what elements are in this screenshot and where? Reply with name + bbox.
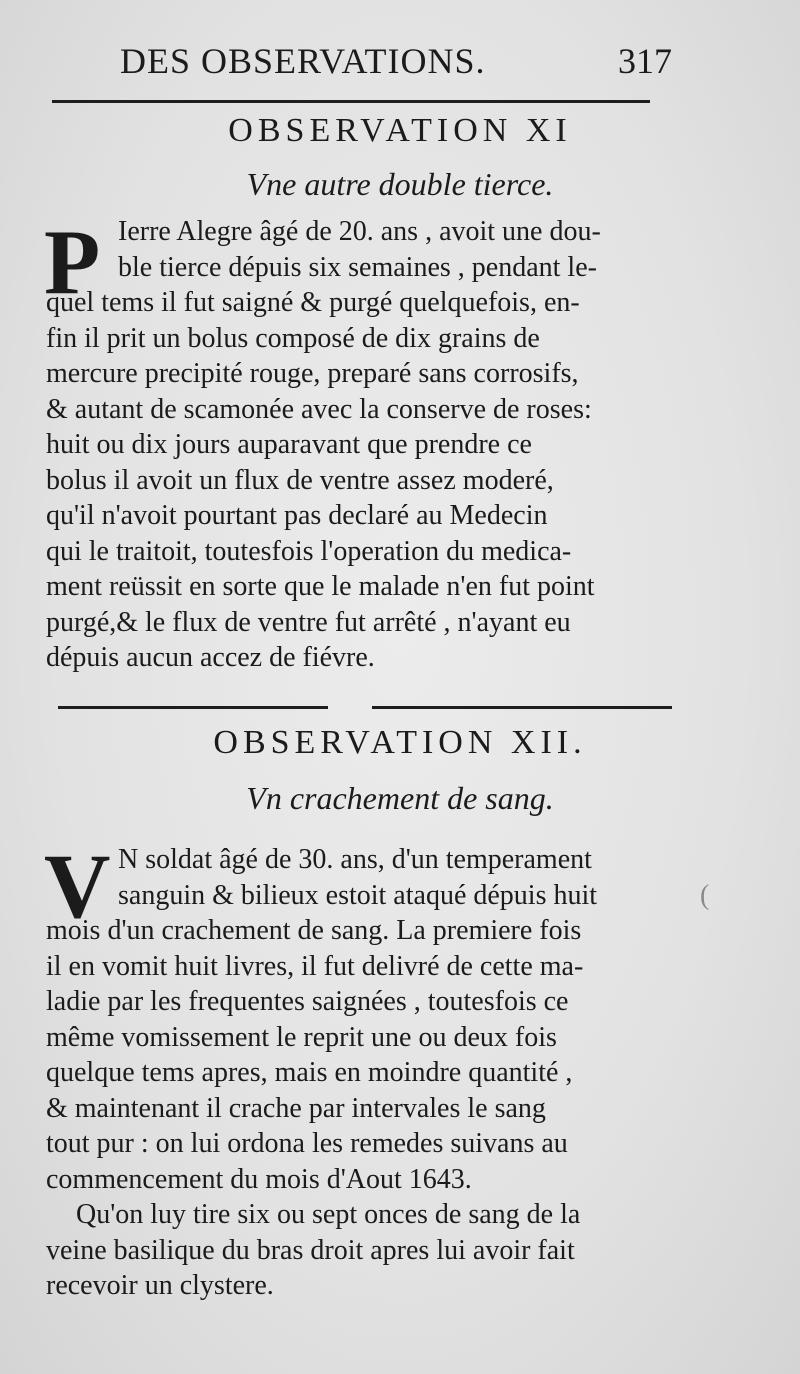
text-line: bolus il avoit un flux de ventre assez moderé, — [46, 464, 554, 496]
section-divider-right — [372, 706, 672, 709]
text-line: tout pur : on lui ordona les remedes suivans au — [46, 1128, 568, 1159]
text-line: quel tems il fut saigné & purgé quelquefois, en- — [46, 287, 580, 318]
text-line: qui le traitoit, toutesfois l'operation du medica- — [46, 535, 572, 567]
text-line: & maintenant il crache par intervales le sang — [46, 1092, 546, 1124]
text-line: ble tierce dépuis six semaines , pendant le- — [118, 251, 597, 283]
section-divider-left — [58, 706, 328, 709]
text-line: fin il prit un bolus composé de dix grains de — [46, 322, 540, 354]
text-line: huit ou dix jours auparavant que prendre ce — [46, 429, 532, 460]
observation-11-drop-cap: P — [44, 211, 101, 313]
text-line: ladie par les frequentes saignées , toutesfois ce — [46, 986, 569, 1017]
text-line: & autant de scamonée avec la conserve de roses: — [46, 393, 592, 425]
observation-12-subtitle: Vn crachement de sang. — [246, 780, 554, 816]
text-line: même vomissement le reprit une ou deux fois — [46, 1021, 557, 1053]
text-line: mercure precipité rouge, preparé sans corrosifs, — [46, 358, 579, 389]
text-line: ment reüssit en sorte que le malade n'en fut point — [46, 571, 595, 602]
text-line: il en vomit huit livres, il fut delivré de cette ma- — [46, 950, 584, 982]
observation-12-title: OBSERVATION XII. — [213, 724, 587, 761]
text-line: quelque tems apres, mais en moindre quantité , — [46, 1057, 573, 1088]
observation-11-title: OBSERVATION XI — [228, 112, 572, 149]
margin-bracket-mark: ( — [700, 880, 710, 911]
text-line: Qu'on luy tire six ou sept onces de sang de la — [76, 1199, 581, 1230]
running-title: DES OBSERVATIONS. — [120, 41, 486, 81]
observation-11-subtitle: Vne autre double tierce. — [246, 166, 554, 202]
page-number: 317 — [618, 41, 672, 81]
header-rule — [52, 100, 650, 103]
running-head — [120, 40, 680, 90]
text-line: purgé,& le flux de ventre fut arrêté , n'ayant eu — [46, 606, 571, 638]
text-line: qu'il n'avoit pourtant pas declaré au Medecin — [46, 500, 548, 531]
text-line: Ierre Alegre âgé de 20. ans , avoit une dou- — [118, 216, 601, 247]
text-line: mois d'un crachement de sang. La premiere fois — [46, 915, 582, 946]
observation-12-text — [44, 835, 686, 1304]
text-line: veine basilique du bras droit apres lui avoir fait — [46, 1234, 575, 1266]
observation-11-text — [44, 211, 686, 676]
observation-12-drop-cap: V — [44, 835, 111, 937]
text-line: recevoir un clystere. — [46, 1270, 274, 1301]
text-line: sanguin & bilieux estoit ataqué dépuis huit — [118, 879, 598, 911]
text-line: commencement du mois d'Aout 1643. — [46, 1163, 472, 1195]
text-line: N soldat âgé de 30. ans, d'un temperament — [118, 844, 592, 875]
text-line: dépuis aucun accez de fiévre. — [46, 642, 375, 673]
